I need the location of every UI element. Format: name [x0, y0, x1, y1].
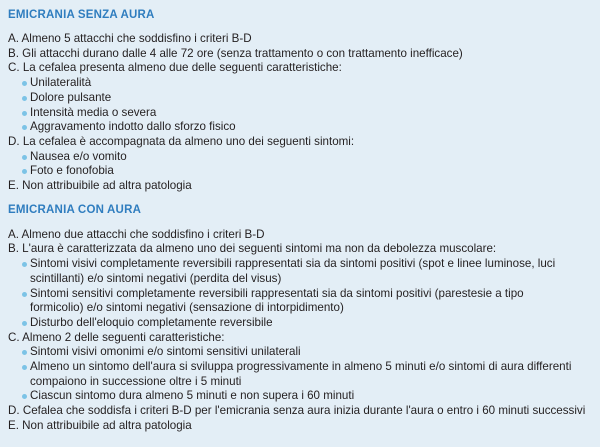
bullet-icon	[22, 262, 27, 267]
list-item: Sintomi sensitivi completamente reversibili rappresentati sia da sintomi positivi (parestesie a tipo formicolio) e/o sintomi negativi (sensazione di intorpidimento)	[8, 287, 575, 316]
list-item: Sintomi visivi omonimi e/o sintomi sensitivi unilaterali	[8, 345, 592, 360]
criterion-b: B. L'aura è caratterizzata da almeno uno dei seguenti sintomi ma non da debolezza muscolare:	[8, 242, 497, 256]
list-item: Sintomi visivi completamente reversibili rappresentati sia da sintomi positivi (spot e linee luminose, luci scintillanti) e/o sintomi negativi (perdita del visus)	[8, 257, 575, 286]
list-item: Unilateralità	[8, 76, 592, 91]
bullet-icon	[22, 111, 27, 116]
criterion-e: E. Non attribuibile ad altra patologia	[8, 418, 192, 432]
list-item: Ciascun sintomo dura almeno 5 minuti e non supera i 60 minuti	[8, 389, 592, 404]
list-item: Dolore pulsante	[8, 91, 592, 106]
list-item: Aggravamento indotto dallo sforzo fisico	[8, 120, 592, 135]
section-emicrania-con-aura	[8, 202, 592, 434]
bullet-icon	[22, 155, 27, 160]
bullet-icon	[22, 350, 27, 355]
section-title: EMICRANIA CON AURA	[8, 203, 142, 216]
criterion-a: A. Almeno 5 attacchi che soddisfino i criteri B-D	[8, 32, 252, 45]
list-item: Intensità media o severa	[8, 106, 592, 121]
bullet-icon	[22, 292, 27, 297]
criterion-c: C. La cefalea presenta almeno due delle seguenti caratteristiche:	[8, 61, 342, 75]
criterion-e: E. Non attribuibile ad altra patologia	[8, 179, 192, 193]
section-title: EMICRANIA SENZA AURA	[8, 9, 155, 21]
bullet-icon	[22, 96, 27, 101]
criterion-a: A. Almeno due attacchi che soddisfino i criteri B-D	[8, 227, 265, 241]
bullet-icon	[22, 394, 27, 399]
list-item: Disturbo dell'eloquio completamente reversibile	[8, 316, 592, 331]
criterion-d: D. La cefalea è accompagnata da almeno uno dei seguenti sintomi:	[8, 134, 355, 148]
criterion-c: C. Almeno 2 delle seguenti caratteristiche:	[8, 330, 225, 344]
bullet-icon	[22, 169, 27, 174]
bullet-icon	[22, 81, 27, 86]
list-item: Nausea e/o vomito	[8, 150, 592, 165]
section-emicrania-senza-aura	[8, 7, 592, 194]
criterion-b: B. Gli attacchi durano dalle 4 alle 72 ore (senza trattamento o con trattamento inefficace)	[8, 46, 463, 60]
bullet-icon	[22, 365, 27, 370]
bullet-icon	[22, 125, 27, 130]
list-item: Foto e fonofobia	[8, 164, 592, 179]
bullet-icon	[22, 321, 27, 326]
list-item: Almeno un sintomo dell'aura si sviluppa progressivamente in almeno 5 minuti e/o sintomi di aura differenti compaiono in successione oltre i 5 minuti	[8, 360, 575, 389]
criterion-d: D. Cefalea che soddisfa i criteri B-D per l'emicrania senza aura inizia durante l'aura o entro i 60 minuti successivi	[8, 404, 586, 418]
